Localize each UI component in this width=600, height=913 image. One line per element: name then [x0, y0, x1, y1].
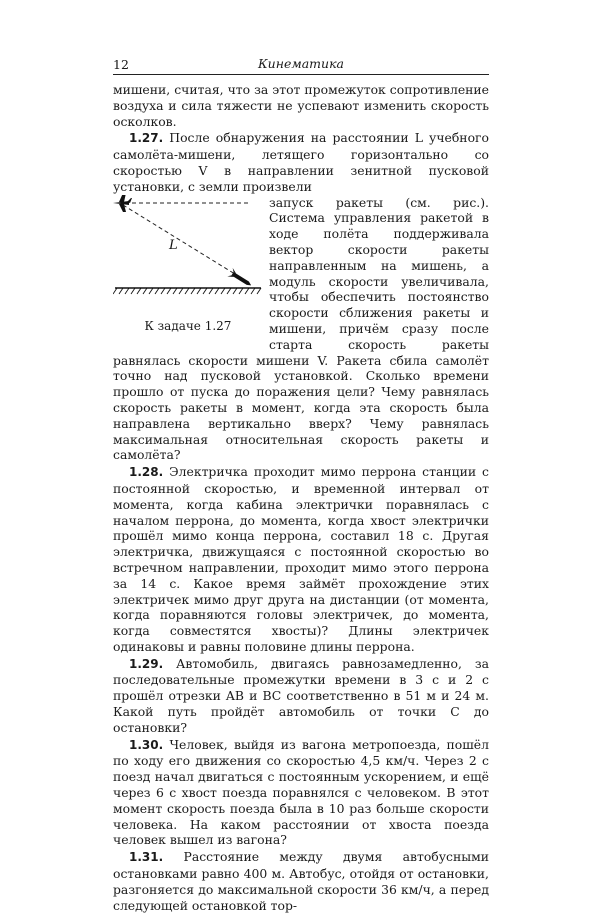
- problem-text: Человек, выйдя из вагона метропоезда, пошёл по ходу его движения со скоростью 4,5 км/ч. Через 2 с поезд начал двигаться с постоянным ускорением, и ещё через 6 с хвост поезда поравнялся с человеком. В этот момент скорость поезда была в 10 раз больше скорости человека. На каком расстоянии от хвоста поезда человек вышел из вагона?: [113, 736, 489, 848]
- problem-text: Автомобиль, двигаясь равнозамедленно, за последовательные промежутки времени в 3 с и 2 с прошёл отрезки AB и BC соответственно в 51 м и 24 м. Какой путь пройдёт автомобиль от точки C до остановки?: [113, 655, 489, 735]
- page-content: [113, 82, 489, 913]
- distance-line: [123, 205, 243, 279]
- problem-text: Расстояние между двумя автобусными остановками равно 400 м. Автобус, отойдя от остановки, разгоняется до максимальной скорости 36 км/ч, а перед следующей остановкой тор-: [113, 849, 489, 913]
- problem-number: 1.31.: [129, 850, 164, 865]
- problem-1-28: [113, 464, 489, 655]
- rocket-icon: [227, 267, 254, 289]
- page-number: 12: [113, 57, 129, 72]
- problem-number: 1.27.: [129, 131, 164, 146]
- problem-1-31: [113, 849, 489, 913]
- airplane-icon: [113, 195, 132, 212]
- problem-1-29: [113, 656, 489, 736]
- problem-text-part-1: После обнаружения на расстоянии L учебного самолёта-мишени, летящего горизонтально со скоростью V в направлении зенитной пусковой установки, с земли произвели: [113, 130, 489, 194]
- figure-caption: К задаче 1.27: [144, 318, 232, 333]
- page-header: [113, 56, 489, 75]
- intro-paragraph: мишени, считая, что за этот промежуток сопротивление воздуха и сила тяжести не успевают изменить скорость осколков.: [113, 82, 489, 129]
- problem-1-30: [113, 737, 489, 849]
- problem-1-27-with-figure: [113, 195, 489, 464]
- problem-number: 1.30.: [129, 737, 164, 752]
- problem-1-27: [113, 130, 489, 194]
- problem-number: 1.29.: [129, 656, 164, 671]
- running-title: Кинематика: [258, 56, 344, 71]
- ground-hatching: [113, 288, 261, 294]
- problem-text-part-2: запуск ракеты (см. рис.). Система управления ракетой в ходе полёта поддерживала вектор скорости ракеты направленным на мишень, а модуль скорости увеличивала, чтобы обеспечить постоянство скорости сближения ракеты и мишени, причём сразу после старта скорость ракеты равнялась скорости мишени V. Ракета сбила самолёт точно над пусковой установкой. Сколько времени прошло от пуска до поражения цели? Чему равнялась скорость ракеты в момент, когда эта скорость была направлена вертикально вверх? Чему равнялась максимальная относительная скорость ракеты и самолёта?: [113, 194, 489, 463]
- problem-text: Электричка проходит мимо перрона станции с постоянной скоростью, и временной интервал от момента, когда кабина электрички поравнялась с началом перрона, до момента, когда хвост электрички прошёл мимо конца перрона, составил 18 с. Другая электричка, движущаяся с постоянной скоростью во встречном направлении, проходит мимо этого перрона за 14 с. Какое время займёт прохождение этих электричек мимо друг друга на дистанции (от момента, когда поравняются головы электричек, до момента, когда совместятся хвосты)? Длины электричек одинаковы и равны половине длины перрона.: [113, 464, 489, 654]
- distance-label: L: [169, 237, 178, 253]
- problem-number: 1.28.: [129, 465, 164, 480]
- figure-diagram: [113, 195, 263, 315]
- figure-1-27: [113, 195, 263, 343]
